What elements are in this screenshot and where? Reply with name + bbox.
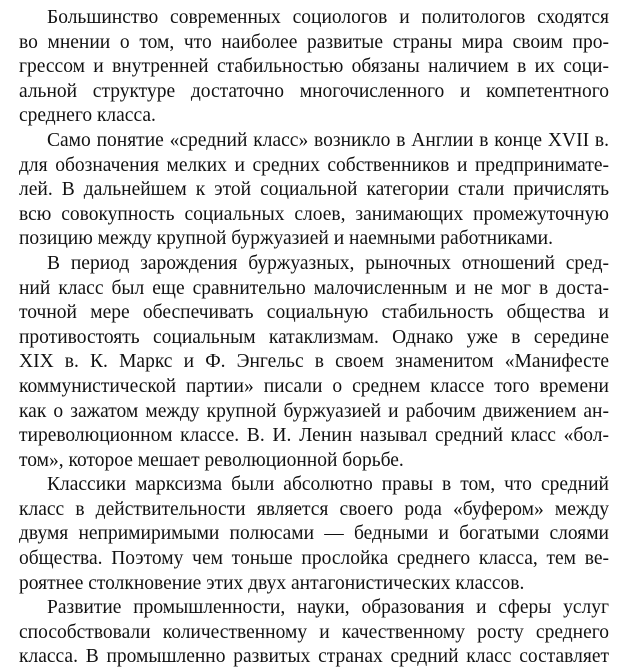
text-line: альной структуре достаточно многочисленного и компетентного bbox=[19, 80, 609, 102]
text-line: Само понятие «средний класс» возникло в Англии в конце XVII в. bbox=[47, 129, 609, 151]
text-line: как о зажатом между крупной буржуазией и рабочим движением ан- bbox=[19, 400, 609, 422]
text-line: лей. В дальнейшем к этой социальной категории стали причислять bbox=[19, 179, 609, 201]
text-line: класса. В промышленно развитых странах средний класс составляет bbox=[19, 646, 609, 668]
paragraph bbox=[19, 6, 609, 129]
text-line: класс в действительности является своего рода «буфером» между bbox=[19, 498, 609, 520]
text-line: роятнее столкновение этих двух антагонистических классов. bbox=[19, 572, 525, 594]
text-line: общества. Поэтому чем тоньше прослойка среднего класса, тем ве- bbox=[19, 548, 609, 570]
text-line: всю совокупность социальных слоев, занимающих промежуточную bbox=[19, 203, 609, 225]
text-line: Классики марксизма были абсолютно правы в том, что средний bbox=[47, 474, 609, 496]
text-line: коммунистической партии» писали о среднем классе того времени bbox=[19, 375, 609, 397]
text-line: тиреволюционном классе. В. И. Ленин называл средний класс «бол- bbox=[19, 425, 609, 447]
text-line: позицию между крупной буржуазией и наемными работниками. bbox=[19, 228, 553, 250]
text-line: Развитие промышленности, науки, образования и сферы услуг bbox=[47, 597, 609, 619]
text-line: В период зарождения буржуазных, рыночных отношений сред- bbox=[47, 252, 609, 274]
paragraph bbox=[19, 596, 609, 670]
paragraph bbox=[19, 129, 609, 252]
text-line: противостоять социальным катаклизмам. Однако уже в середине bbox=[19, 326, 609, 348]
text-line: двумя непримиримыми полюсами — бедными и богатыми слоями bbox=[19, 523, 609, 545]
paragraph bbox=[19, 252, 609, 473]
text-line: во мнении о том, что наиболее развитые страны мира своим про- bbox=[19, 31, 609, 53]
text-line: точной мере обеспечивать социальную стабильность общества и bbox=[19, 302, 609, 324]
text-line: том», которое мешает революционной борьбе. bbox=[19, 449, 404, 471]
text-line: среднего класса. bbox=[19, 105, 156, 127]
text-line: способствовали количественному и качественному росту среднего bbox=[19, 621, 609, 643]
text-line: для обозначения мелких и средних собственников и предпринимате- bbox=[19, 154, 609, 176]
paragraph bbox=[19, 473, 609, 596]
text-line: грессом и внутренней стабильностью обязаны наличием в их соци- bbox=[19, 56, 609, 78]
text-line: ний класс был еще сравнительно малочисленным и не мог в доста- bbox=[19, 277, 609, 299]
text-line: Большинство современных социологов и политологов сходятся bbox=[47, 7, 609, 28]
text-body bbox=[19, 6, 609, 670]
text-line: XIX в. К. Маркс и Ф. Энгельс в своем знаменитом «Манифесте bbox=[19, 351, 609, 373]
